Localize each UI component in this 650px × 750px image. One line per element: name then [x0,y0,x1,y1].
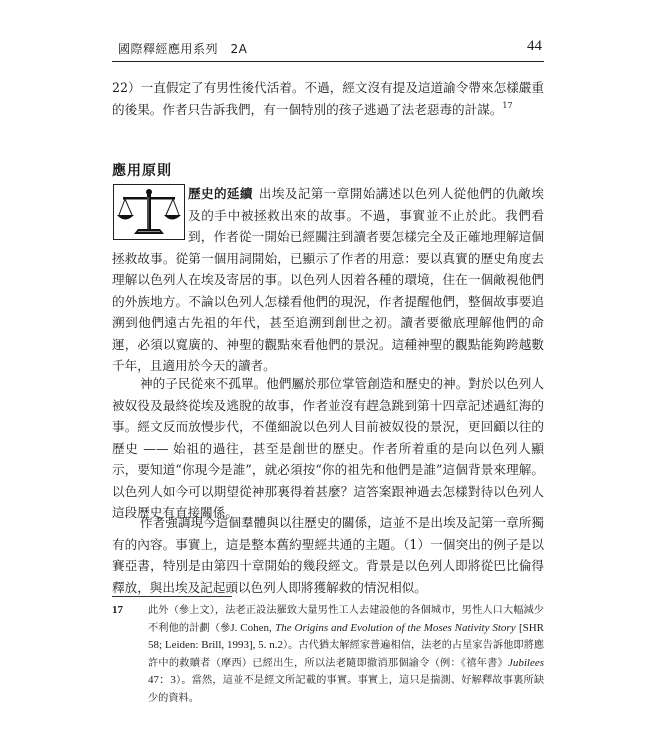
paragraph-text: 22）一直假定了有男性後代活着。不過，經文沒有提及這道諭令帶來怎樣嚴重的後果。作者只告訴我們，有一個特別的孩子逃過了法老惡毒的計謀。 [112,80,544,117]
running-header [112,38,544,60]
footnote-text [148,602,544,707]
paragraph-text: 作者強調現今這個羣體與以往歷史的關係，這並不是出埃及記第一章所獨有的內容。事實上，這是整本舊約聖經共通的主題。（1）一個突出的例子是以賽亞書，特別是由第四十章開始的幾段經文。背景是以色列人即將從巴比倫得釋放，與出埃及記起頭以色列人即將獲解救的情況相似。 [112,515,544,595]
footnote-author: J. Cohen, [230,621,272,634]
icon-spacer [112,183,188,247]
footnote-rule [112,596,232,597]
paragraph-text: 出埃及記第一章開始講述以色列人從他們的仇敵埃及的手中被拯救出來的故事。不過，事實並不止於此。我們看到，作者從一開始已經關注到讀者要怎樣完全及正確地理解這個拯救故事。從第一個用詞開始，已顯示了作者的用意：要以真實的歷史角度去理解以色列人在埃及寄居的事。以色列人因着各種的環境，住在一個敵視他們的外族地方。不論以色列人怎樣看他們的現況，作者提醒他們，整個故事要追溯到他們遠古先祖的年代，甚至追溯到創世之初。讀者要徹底理解他們的命運，必須以寬廣的、神聖的觀點來看他們的景況。這種神聖的觀點能夠跨越數千年，且適用於今天的讀者。 [112,186,545,373]
footnote-reference: 17 [502,100,513,110]
footnote-number: 17 [112,604,123,616]
footnote-jubilees-ref: 47：3 [148,674,176,686]
principle-lead: 歷史的延續 [188,186,253,201]
series-title: 國際釋經應用系列 2A [118,42,248,56]
header-rule [112,61,544,62]
section-heading: 應用原則 [112,163,172,179]
footnote-book-title: The Origins and Evolution of the Moses Nativity Story [275,621,516,634]
footnote-text-part: ）。古代猶太解經家普遍相信，法老的占星家告訴他即將應許中的救贖者（摩西）已經出生，所以法老隨即撤消那個諭令（例：《禧年書》 [148,640,545,669]
body-paragraph [112,373,544,524]
footnote-text-part: ）。當然，這並不是經文所記載的事實。事實上，這只是揣測、好解釋故事裏所缺少的資料。 [148,675,545,704]
body-paragraph [112,512,544,598]
principle-paragraph [112,183,544,377]
paragraph-continuation [112,77,544,120]
footnote-jubilees: Jubilees [507,656,544,669]
footnote-text-part: 此外（參上文），法老正設法羅致大量男性工人去建設他的各個城市，男性人口大幅減少不利他的計劃（參 [148,605,544,634]
footnote-citation: [SHR 58; Leiden: Brill, 1993], 5. n.2 [148,621,544,651]
page-number: 44 [527,38,542,54]
paragraph-text: 神的子民從來不孤單。他們屬於那位掌管創造和歷史的神。對於以色列人被奴役及最終從埃及逃脫的故事，作者並沒有趕急跳到第十四章記述過紅海的事。經文反而放慢步代，不僅細說以色列人目前被奴役的景況，更回顧以往的歷史 —— 始祖的過往，甚至是創世的歷史。作者所着重的是向以色列人顯示，要知道“你現今是誰”，就必須按“你的祖先和他們是誰”這個背景來理解。以色列人如今可以期望從神那裏得着甚麼？這答案跟神過去怎樣對待以色列人這段歷史有直接關係。 [112,376,544,520]
